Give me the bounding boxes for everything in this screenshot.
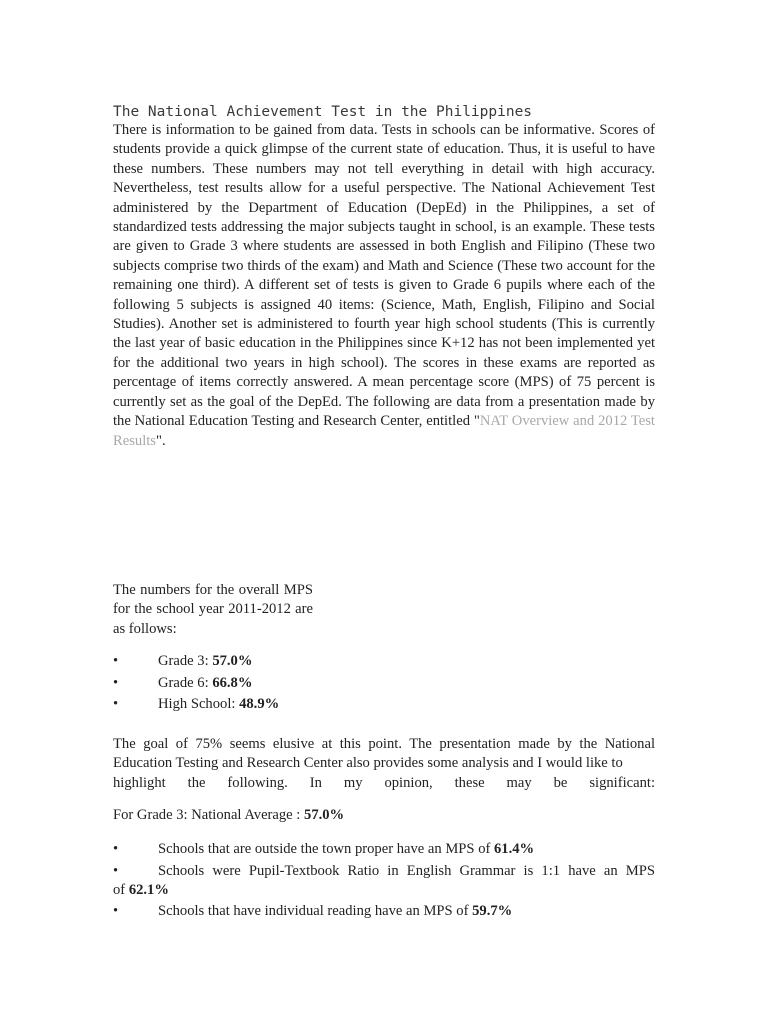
article-title: The National Achievement Test in the Philippines	[113, 104, 533, 120]
grade3-label: For Grade 3: National Average :	[113, 807, 305, 823]
mps-value: 66.8%	[212, 675, 253, 691]
item-text-continued: of 62.1%	[113, 882, 169, 899]
item-value: 61.4%	[494, 841, 535, 857]
nat-overview-link[interactable]: NAT Overview and 2012 Test Results	[113, 413, 655, 449]
bullet: •	[113, 903, 119, 919]
bullet: •	[113, 675, 119, 691]
bullet: •	[113, 863, 119, 879]
bullet: •	[113, 696, 119, 712]
grade3-average	[113, 806, 344, 825]
list-item	[113, 862, 655, 901]
intro-paragraph	[113, 121, 655, 451]
item-value: 62.1%	[128, 882, 169, 899]
item-text: Schools were Pupil-Textbook Ratio in English Grammar is 1:1 have an MPS	[158, 863, 655, 879]
list-item	[113, 695, 279, 714]
intro-tail: ".	[155, 432, 166, 449]
list-item	[113, 652, 252, 671]
list-item	[113, 902, 655, 921]
list-item	[113, 674, 252, 693]
goal-last-line: highlight the following. In my opinion, these may be significant:	[113, 774, 655, 791]
item-text: Schools that have individual reading have an MPS of 59.7%	[158, 903, 513, 919]
item-value: 59.7%	[472, 903, 513, 919]
mps-label: Grade 6:	[158, 675, 213, 691]
list-item	[113, 840, 655, 859]
mps-label: High School:	[158, 696, 240, 712]
goal-paragraph	[113, 735, 655, 793]
intro-text: There is information to be gained from data. Tests in schools can be informative. Scores of students provide a quick glimpse of the current state of education. Thus, it is useful to have these numbers. These numbers may not tell everything in detail with high accuracy. Nevertheless, test results allow for a useful perspective. The National Achievement Test administered by the Department of Education (DepEd) in the Philippines, a set of standardized tests addressing the major subjects taught in school, is an example. These tests are given to Grade 3 where students are assessed in both English and Filipino (These two subjects comprise two thirds of the exam) and Math and Science (These two account for the remaining one third). A different set of tests is given to Grade 6 pupils where each of the following 5 subjects is assigned 40 items: (Science, Math, English, Filipino and Social Studies). Another set is administered to fourth year high school students (This is currently the last year of basic education in the Philippines since K+12 has not been implemented yet for the additional two years in high school). The scores in these exams are reported as percentage of items correctly answered. A mean percentage score (MPS) of 75 percent is currently set as the goal of the DepEd. The following are data from a presentation made by the National Education Testing and Research Center, entitled "	[113, 122, 655, 430]
mps-value: 57.0%	[212, 653, 253, 669]
bullet: •	[113, 841, 119, 857]
goal-text: The goal of 75% seems elusive at this point. The presentation made by the National Education Testing and Research Center also provides some analysis and I would like to	[113, 736, 655, 772]
grade3-value: 57.0%	[304, 807, 345, 823]
mps-label: Grade 3:	[158, 653, 213, 669]
overall-mps-intro: The numbers for the overall MPS for the school year 2011-2012 are as follows:	[113, 582, 313, 637]
item-text: Schools that are outside the town proper have an MPS of 61.4%	[158, 841, 535, 857]
mps-value: 48.9%	[239, 696, 280, 712]
bullet: •	[113, 653, 119, 669]
